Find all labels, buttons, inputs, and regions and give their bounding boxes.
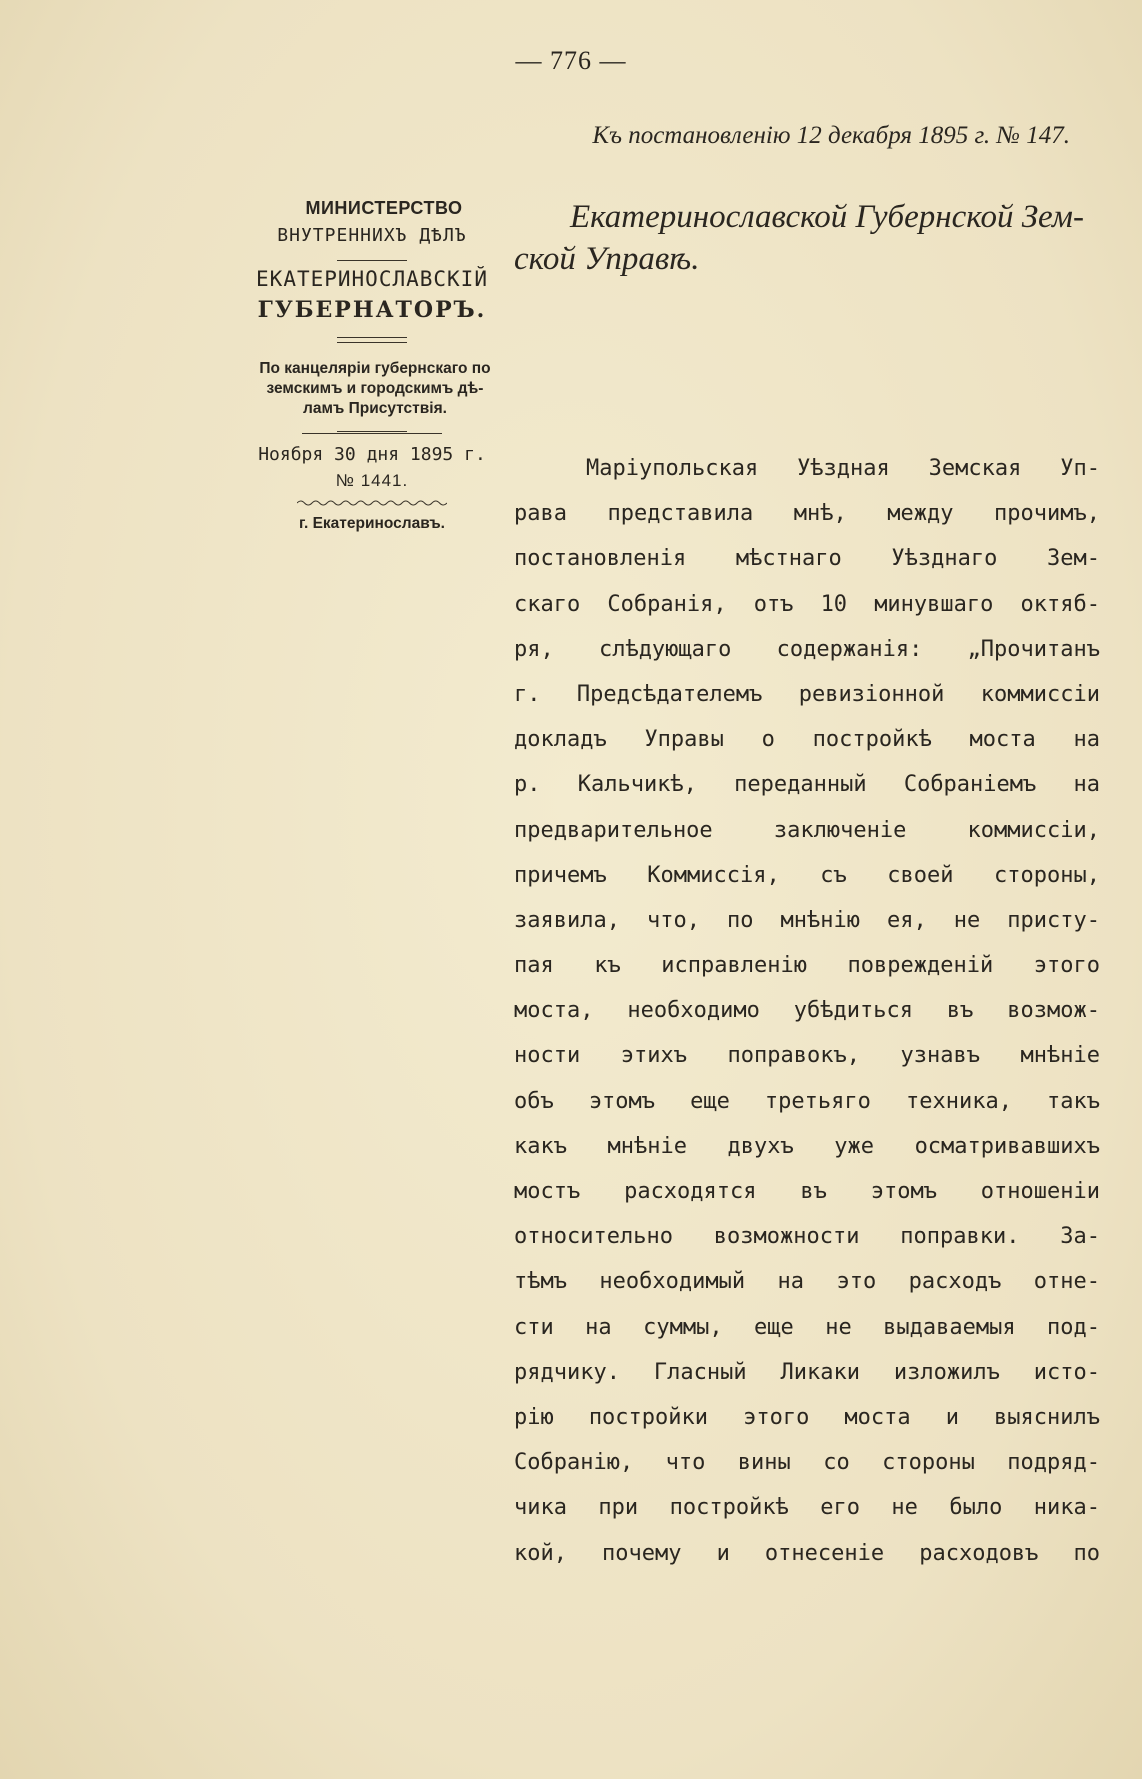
body-line: скаго Собранія, отъ 10 минувшаго октяб- bbox=[514, 591, 1100, 617]
body-line: пая къ исправленію поврежденій этого bbox=[514, 953, 1100, 979]
office-department bbox=[222, 359, 522, 419]
body-line: рію постройки этого моста и выяснилъ bbox=[514, 1404, 1100, 1430]
body-line: рава представила мнѣ, между прочимъ, bbox=[514, 501, 1100, 527]
ministry-title: МИНИСТЕРСТВО bbox=[305, 198, 463, 218]
wavy-divider bbox=[297, 499, 447, 507]
governor-title: ЕКАТЕРИНОСЛАВСКІЙ bbox=[256, 267, 488, 291]
body-line: Маріупольская Уѣздная Земская Уп- bbox=[586, 456, 1100, 481]
body-line: постановленія мѣстнаго Уѣзднаго Зем- bbox=[514, 546, 1100, 572]
addressee-line: ской Управѣ. bbox=[514, 241, 700, 277]
body-line: чика при постройкѣ его не было ника- bbox=[514, 1495, 1100, 1521]
letter-body bbox=[514, 446, 1100, 1576]
governor-subtitle: ГУБЕРНАТОРЪ. bbox=[257, 297, 487, 323]
body-line: рядчику. Гласный Ликаки изложилъ исто- bbox=[514, 1359, 1100, 1385]
addressee bbox=[514, 196, 1104, 280]
body-line: моста, необходимо убѣдиться въ возмож- bbox=[514, 998, 1100, 1024]
office-line: земскимъ и городскимъ дѣ- bbox=[266, 380, 484, 397]
body-line: ности этихъ поправокъ, узнавъ мнѣніе bbox=[514, 1043, 1100, 1069]
sender-block bbox=[222, 198, 522, 533]
page-number: — 776 — bbox=[515, 46, 627, 75]
divider bbox=[337, 260, 407, 261]
body-line: ря, слѣдующаго содержанія: „Прочитанъ bbox=[514, 636, 1100, 662]
office-line: По канцеляріи губернскаго по bbox=[259, 360, 491, 377]
body-line: заявила, что, по мнѣнію ея, не присту- bbox=[514, 907, 1100, 933]
body-line: объ этомъ еще третьяго техника, такъ bbox=[514, 1088, 1100, 1114]
body-line: докладъ Управы о постройкѣ моста на bbox=[514, 727, 1100, 753]
ministry-subtitle: ВНУТРЕННИХЪ ДѢЛЪ bbox=[277, 225, 467, 246]
divider bbox=[302, 433, 442, 434]
body-line: р. Кальчикѣ, переданный Собраніемъ на bbox=[514, 772, 1100, 798]
office-line: ламъ Присутствія. bbox=[303, 400, 447, 417]
document-number: № 1441. bbox=[335, 471, 409, 490]
resolution-reference: Къ постановленію 12 декабря 1895 г. № 147. bbox=[592, 122, 1070, 149]
body-line: г. Предсѣдателемъ ревизіонной коммиссіи bbox=[514, 681, 1100, 707]
body-line: причемъ Коммиссія, съ своей стороны, bbox=[514, 862, 1100, 888]
body-line: сти на суммы, еще не выдаваемыя под- bbox=[514, 1314, 1100, 1340]
body-line: предварительное заключеніе коммиссіи, bbox=[514, 817, 1100, 843]
body-line: какъ мнѣніе двухъ уже осматривавшихъ bbox=[514, 1133, 1100, 1159]
addressee-line: Екатеринославской Губернской Зем- bbox=[570, 199, 1084, 235]
city-of-origin: г. Екатеринославъ. bbox=[299, 515, 445, 532]
body-line: Собранію, что вины со стороны подряд- bbox=[514, 1450, 1100, 1476]
body-line: мостъ расходятся въ этомъ отношеніи bbox=[514, 1179, 1100, 1204]
body-line: тѣмъ необходимый на это расходъ отне- bbox=[514, 1269, 1100, 1295]
document-date: Ноября 30 дня 1895 г. bbox=[258, 444, 486, 465]
body-line: относительно возможности поправки. За- bbox=[514, 1224, 1100, 1250]
double-divider bbox=[337, 337, 407, 343]
body-line: кой, почему и отнесеніе расходовъ по bbox=[514, 1540, 1100, 1566]
